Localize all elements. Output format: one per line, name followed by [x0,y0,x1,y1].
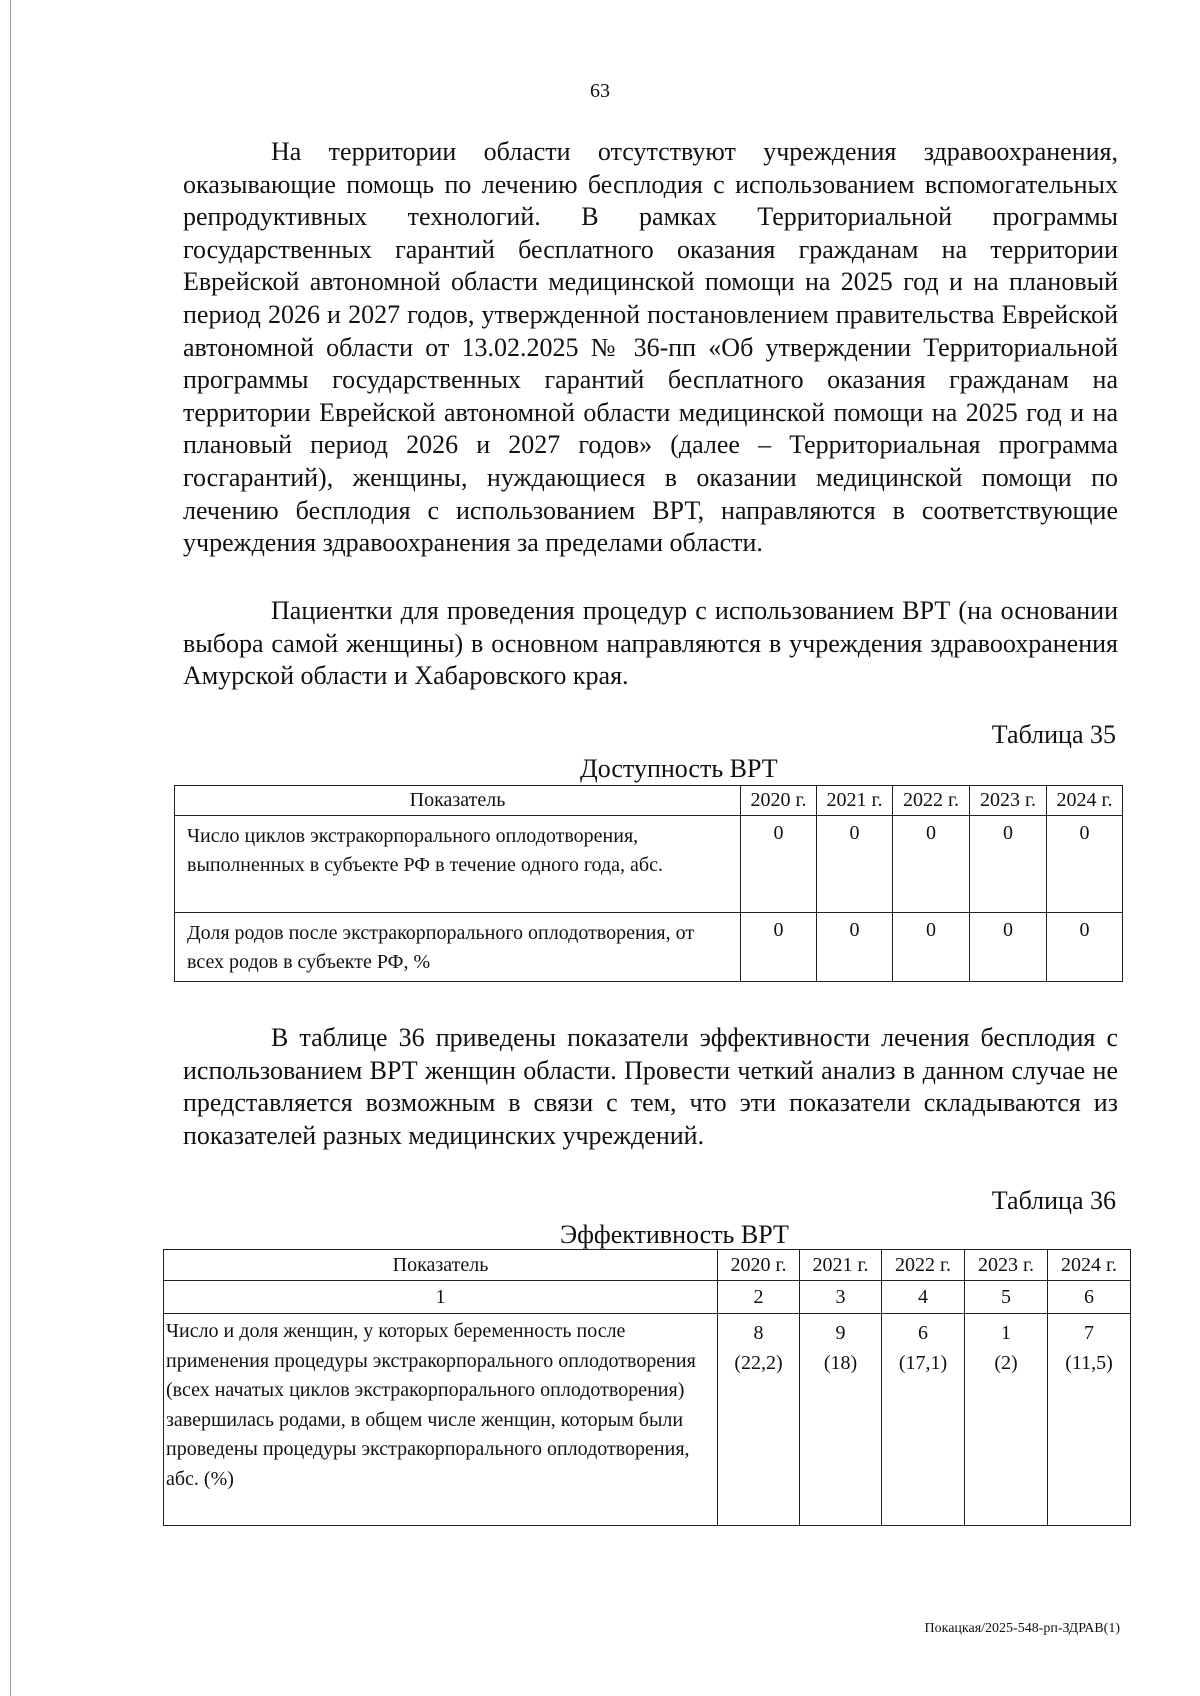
table-35 [174,785,1123,982]
header-year-2020: 2020 г. [718,1250,800,1281]
indicator-cell: Число циклов экстракорпорального оплодотворения, выполненных в субъекте РФ в течение одного года, абс. [175,816,741,913]
value-cell [882,1314,965,1526]
value-cell: 0 [893,816,970,913]
indicator-cell: Число и доля женщин, у которых беременность после применения процедуры экстракорпорального оплодотворения (всех начатых циклов экстракорпорального оплодотворения) завершилась родами, в общем числе женщин, которым были проведены процедуры экстракорпорального оплодотворения, абс. (%) [164,1314,718,1526]
table-row [175,913,1123,982]
page-edge-line [10,0,11,1696]
indicator-cell: Доля родов после экстракорпорального оплодотворения, от всех родов в субъекте РФ, % [175,913,741,982]
page-number: 63 [590,80,610,102]
value-cell: 0 [817,816,893,913]
percent-value: (2) [994,1352,1018,1374]
value-cell [718,1314,800,1526]
table-row [164,1314,1131,1526]
header-year-2023: 2023 г. [970,786,1047,816]
count-value: 8 [753,1322,764,1344]
percent-value: (22,2) [734,1352,783,1374]
column-number-row [164,1281,1131,1314]
header-year-2021: 2021 г. [817,786,893,816]
value-cell: 0 [741,816,817,913]
table-35-label: Таблица 35 [991,720,1116,749]
header-year-2024: 2024 г. [1047,786,1123,816]
column-number: 3 [800,1281,882,1314]
value-cell: 0 [741,913,817,982]
value-cell [1048,1314,1131,1526]
value-cell [965,1314,1048,1526]
column-number: 1 [164,1281,718,1314]
value-cell: 0 [970,913,1047,982]
value-cell: 0 [1047,816,1123,913]
paragraph-intro: На территории области отсутствуют учреждения здравоохранения, оказывающие помощь по лечению бесплодия с использованием вспомогательных репродуктивных технологий. В рамках Территориальной программы государственных гарантий бесплатного оказания гражданам на территории Еврейской автономной области медицинской помощи на 2025 год и на плановый период 2026 и 2027 годов, утвержденной постановлением правительства Еврейской автономной области от 13.02.2025 № 36-пп «Об утверждении Территориальной программы государственных гарантий бесплатного оказания гражданам на территории Еврейской автономной области медицинской помощи на 2025 год и на плановый период 2026 и 2027 годов» (далее – Территориальная программа госгарантий), женщины, нуждающиеся в оказании медицинской помощи по лечению бесплодия с использованием ВРТ, направляются в соответствующие учреждения здравоохранения за пределами области. [183,137,1118,558]
header-year-2022: 2022 г. [893,786,970,816]
count-value: 7 [1084,1322,1094,1344]
count-value: 1 [1001,1322,1011,1344]
value-cell: 0 [893,913,970,982]
table-row [175,816,1123,913]
count-value: 6 [918,1322,928,1344]
header-year-2022: 2022 г. [882,1250,965,1281]
column-number: 2 [718,1281,800,1314]
document-footer-id: Покацкая/2025-548-рп-ЗДРАВ(1) [924,1621,1120,1636]
column-number: 4 [882,1281,965,1314]
percent-value: (18) [823,1352,858,1374]
paragraph-table36-intro: В таблице 36 приведены показатели эффективности лечения бесплодия с использованием ВРТ женщин области. Провести четкий анализ в данном случае не представляется возможным в связи с тем, что эти показатели складываются из показателей разных медицинских учреждений. [183,1023,1118,1150]
header-indicator: Показатель [164,1250,718,1281]
header-year-2023: 2023 г. [965,1250,1048,1281]
table-36-label: Таблица 36 [991,1186,1116,1215]
header-year-2021: 2021 г. [800,1250,882,1281]
table-header-row [175,786,1123,816]
value-cell: 0 [970,816,1047,913]
paragraph-patients: Пациентки для проведения процедур с использованием ВРТ (на основании выбора самой женщины) в основном направляются в учреждения здравоохранения Амурской области и Хабаровского края. [183,596,1118,691]
table-header-row [164,1250,1131,1281]
column-number: 5 [965,1281,1048,1314]
value-cell: 0 [817,913,893,982]
count-value: 9 [835,1322,846,1344]
table-35-title: Доступность ВРТ [580,754,778,783]
table-36-title: Эффективность ВРТ [560,1220,789,1249]
percent-value: (17,1) [898,1352,948,1374]
header-year-2024: 2024 г. [1048,1250,1131,1281]
table-36 [163,1249,1131,1526]
value-cell [800,1314,882,1526]
header-indicator: Показатель [175,786,741,816]
column-number: 6 [1048,1281,1131,1314]
header-year-2020: 2020 г. [741,786,817,816]
percent-value: (11,5) [1065,1352,1113,1374]
value-cell: 0 [1047,913,1123,982]
